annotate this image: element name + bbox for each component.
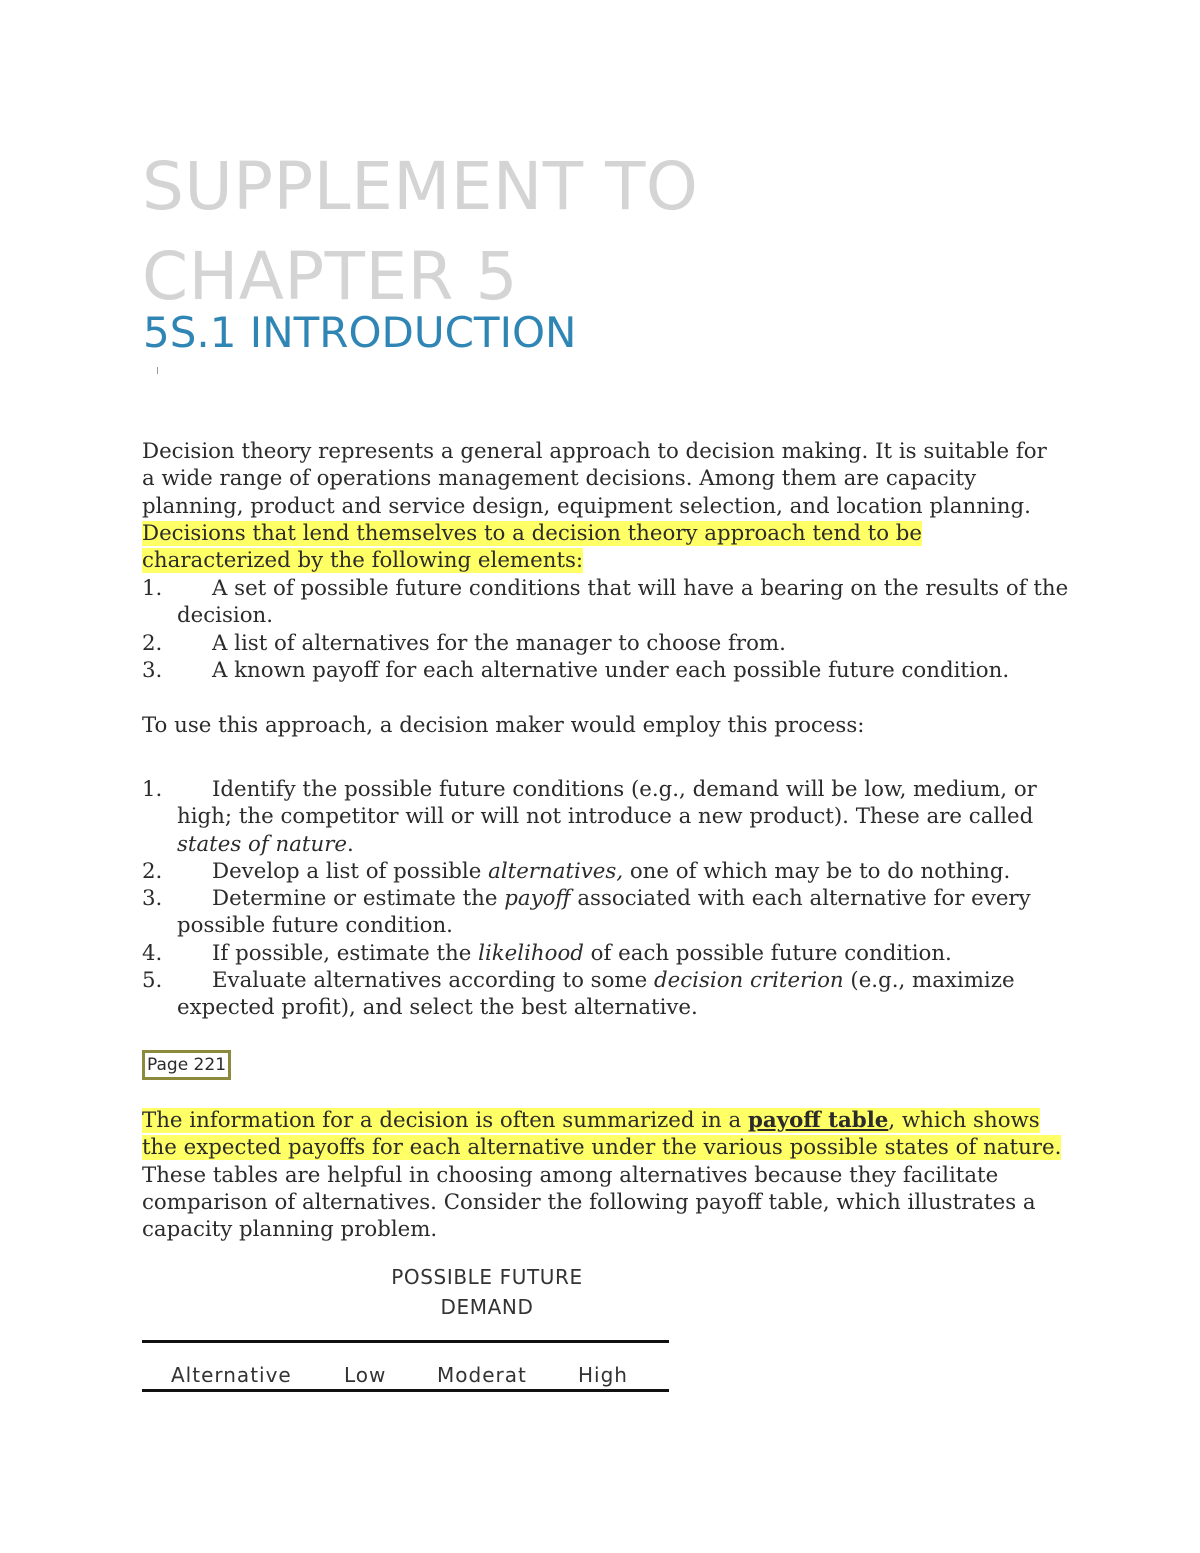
table-header-moderate: Moderat xyxy=(437,1363,527,1387)
elements-list xyxy=(142,575,1082,684)
process-steps-list xyxy=(142,776,1082,1022)
step-term: states of nature xyxy=(177,831,347,857)
document-title xyxy=(142,142,698,322)
payoff-text-start: The information for a decision is often summarized in a xyxy=(142,1108,748,1133)
list-item xyxy=(142,940,1082,967)
table-caption xyxy=(342,1262,632,1322)
step-text: Determine or estimate the xyxy=(212,886,505,912)
step-text: Identify the possible future conditions (e.g., demand will be low, medium, or high; the competitor will or will not introduce a new product). These are called xyxy=(177,777,1037,830)
step-term: decision criterion xyxy=(653,968,844,994)
table-caption-line-1: POSSIBLE FUTURE xyxy=(391,1265,583,1289)
table-top-rule xyxy=(142,1340,669,1343)
step-text-end: . xyxy=(347,831,354,857)
intro-text: Decision theory represents a general approach to decision making. It is suitable for a wide range of operations management decisions. Among them are capacity planning, product and service design, equipment selection, and location planning. xyxy=(142,439,1047,519)
list-number: 4. xyxy=(142,940,163,966)
step-text-end: associated with each alternative for every possible future condition. xyxy=(177,886,1031,939)
list-item xyxy=(142,657,1082,684)
title-line-1: SUPPLEMENT TO xyxy=(142,148,699,225)
cursor-mark xyxy=(157,367,158,374)
step-text-end: one of which may be to do nothing. xyxy=(623,858,1011,884)
list-item xyxy=(142,858,1082,885)
list-text: A set of possible future conditions that will have a bearing on the results of the decision. xyxy=(177,576,1069,629)
list-number: 5. xyxy=(142,968,163,994)
step-text: Evaluate alternatives according to some xyxy=(212,968,654,994)
payoff-table-term: payoff table xyxy=(748,1108,889,1133)
step-term: alternatives, xyxy=(488,858,624,884)
step-text: Develop a list of possible xyxy=(212,858,489,884)
table-header-rule xyxy=(142,1389,669,1392)
list-item xyxy=(142,630,1082,657)
step-text-end: (e.g., maximize expected profit), and select the best alternative. xyxy=(177,968,1015,1021)
list-number: 3. xyxy=(142,657,163,683)
list-number: 3. xyxy=(142,886,163,912)
list-number: 1. xyxy=(142,777,163,802)
payoff-highlight xyxy=(142,1108,1061,1160)
table-header-high: High xyxy=(578,1363,628,1387)
list-item xyxy=(142,967,1082,1022)
intro-highlight: Decisions that lend themselves to a decision theory approach tend to be characterized by the following elements: xyxy=(142,520,923,574)
step-text-end: of each possible future condition. xyxy=(583,940,952,966)
list-text: A list of alternatives for the manager to choose from. xyxy=(212,630,786,656)
list-item xyxy=(142,575,1082,630)
step-term: likelihood xyxy=(478,940,584,966)
payoff-text-end: , which shows the expected payoffs for each alternative under the various possible states of nature. xyxy=(142,1108,1062,1161)
list-number: 2. xyxy=(142,630,163,656)
payoff-plain-text: These tables are helpful in choosing among alternatives because they facilitate comparison of alternatives. Consider the following payoff table, which illustrates a capacity planning problem. xyxy=(142,1162,1036,1243)
list-number: 2. xyxy=(142,858,163,884)
table-header-low: Low xyxy=(344,1363,387,1387)
section-heading: 5S.1 INTRODUCTION xyxy=(143,308,577,357)
list-text: A known payoff for each alternative under each possible future condition. xyxy=(212,657,1010,683)
step-term: payoff xyxy=(504,886,571,912)
step-text: If possible, estimate the xyxy=(212,940,479,966)
table-caption-line-2: DEMAND xyxy=(440,1295,534,1319)
title-line-2: CHAPTER 5 xyxy=(142,238,519,315)
list-number: 1. xyxy=(142,576,163,601)
list-item xyxy=(142,776,1082,858)
process-intro: To use this approach, a decision maker would employ this process: xyxy=(142,713,865,738)
page-number-label: Page 221 xyxy=(142,1050,231,1080)
table-header-alternative: Alternative xyxy=(171,1363,292,1387)
intro-paragraph xyxy=(142,438,1062,574)
list-item xyxy=(142,885,1082,940)
payoff-paragraph xyxy=(142,1107,1062,1243)
